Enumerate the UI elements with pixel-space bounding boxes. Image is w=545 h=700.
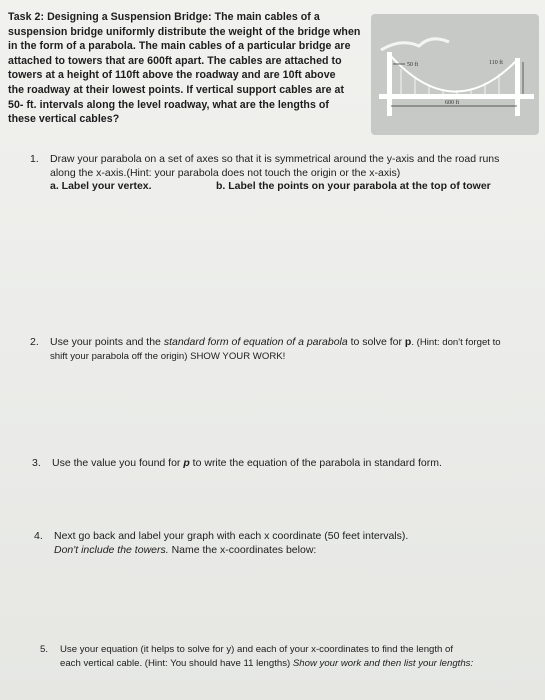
question-2 [30, 336, 545, 366]
label-600ft: 600 ft [445, 100, 460, 106]
question-5 [40, 643, 545, 673]
bridge-diagram [371, 14, 539, 135]
question-text: to solve for [347, 336, 405, 348]
question-3 [32, 457, 545, 473]
task-title: Task 2: Designing a Suspension Bridge: [8, 11, 212, 23]
variable-p: p [183, 457, 190, 469]
question-text-emphasis: Show your work and then list your lengths: [292, 657, 474, 669]
task-text-line: The main cables of a [211, 11, 320, 23]
question-number: 5. [40, 644, 49, 655]
question-number: 3. [32, 457, 41, 469]
sub-question-b: b. Label the points on your parabola at the top of tower [216, 180, 491, 193]
question-text-emphasis: Don't include the towers. [54, 543, 169, 556]
bridge-figure [371, 14, 539, 135]
question-1 [30, 153, 545, 197]
decorative-cloud [381, 39, 449, 50]
vertical-cables [401, 69, 499, 94]
question-number: 2. [30, 336, 39, 348]
question-text-line: Next go back and label your graph with each x coordinate (50 feet intervals). [54, 530, 409, 542]
task-text-line: the roadway at their lowest points. If vertical support cables are at [8, 83, 345, 96]
sub-question-a: a. Label your vertex. [50, 180, 152, 193]
question-4 [34, 530, 545, 560]
task-text-line: attached to towers that are 600ft apart. The cables are attached to [8, 54, 342, 67]
question-number: 1. [30, 153, 39, 165]
task-text-line: in the form of a parabola. The main cables of a particular bridge are [8, 40, 351, 53]
task-text-line: suspension bridge uniformly distribute the weight of the bridge when [8, 25, 361, 38]
task-text-line: these vertical cables? [8, 113, 120, 126]
question-text-line: along the x-axis.(Hint: your parabola does not touch the origin or the x-axis) [50, 166, 401, 179]
task-text-line: 50- ft. intervals along the level roadway, what are the lengths of [8, 98, 329, 111]
question-text: Use your points and the [50, 336, 164, 348]
question-text-line: shift your parabola off the origin) SHOW YOUR WORK! [50, 350, 286, 362]
label-50ft: 50 ft [407, 62, 419, 68]
question-hint: . (Hint: don't forget to [411, 337, 501, 348]
variable-p: p [404, 336, 412, 348]
right-tower [515, 58, 520, 116]
question-number: 4. [34, 530, 43, 542]
question-text-line: Use your equation (it helps to solve for y) and each of your x-coordinates to find the length of [60, 644, 454, 655]
question-text-emphasis: standard form of equation of a parabola [163, 336, 348, 348]
task-text-line: towers at a height of 110ft above the roadway and are 10ft above [8, 69, 336, 82]
question-text: each vertical cable. (Hint: You should have 11 lengths) [60, 657, 293, 669]
task-intro [8, 10, 368, 127]
question-text: to write the equation of the parabola in standard form. [189, 457, 442, 469]
roadway [379, 94, 534, 99]
left-tower [387, 52, 392, 116]
question-text-line: Draw your parabola on a set of axes so that it is symmetrical around the y-axis and the road runs [50, 153, 500, 165]
label-110ft: 110 ft [489, 60, 503, 66]
question-text: Name the x-coordinates below: [168, 543, 317, 556]
question-text: Use the value you found for [52, 457, 184, 469]
